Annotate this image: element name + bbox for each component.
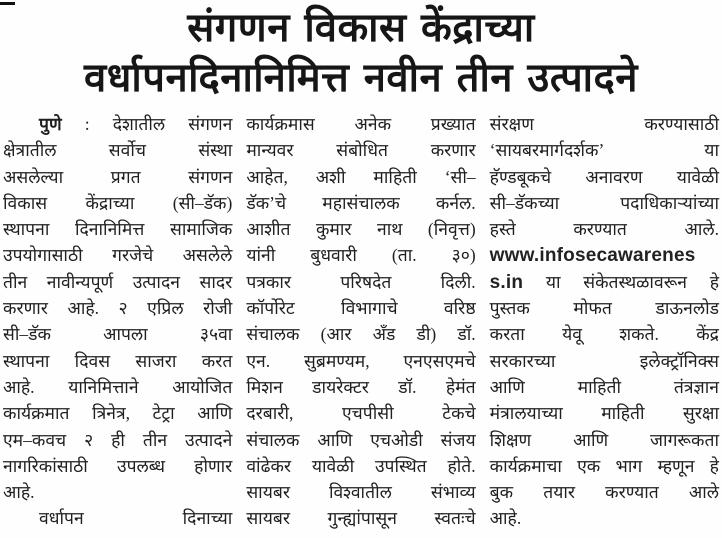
text-segment: सी–डॅकच्या पदाधिकाऱ्यांच्या: [489, 192, 719, 213]
text-line: [246, 269, 475, 295]
text-segment: डॅक’चे महासंचालक कर्नल.: [246, 192, 476, 213]
text-segment: हॅण्डबूकचे अनावरण यावेळी: [489, 166, 719, 187]
text-segment: : देशातील संगणन: [61, 114, 233, 134]
text-segment: आहे.: [489, 508, 522, 529]
url-text-segment: s.in: [489, 271, 524, 293]
text-segment: विकास केंद्राच्या (सी–डॅक): [3, 192, 233, 213]
text-line: [246, 321, 475, 347]
text-line: [246, 137, 475, 163]
text-segment: संचालक आणि एचओडी संजय: [246, 429, 476, 450]
text-segment: आहे. यानिमित्ताने आयोजित: [3, 376, 233, 397]
text-line: [246, 479, 475, 505]
text-segment: आहेत, अशी माहिती ‘सी–: [246, 166, 476, 187]
text-line: [490, 137, 719, 163]
text-line: [490, 400, 719, 426]
text-line: [3, 479, 232, 505]
text-line: [3, 505, 232, 531]
text-line: [490, 111, 719, 137]
text-segment: करणार आहे. २ एप्रिल रोजी: [3, 298, 233, 319]
text-line: [246, 190, 475, 216]
text-segment: पत्रकार परिषदेत दिली.: [246, 271, 476, 292]
text-segment: कॉर्पोरेट विभागाचे वरिष्ठ: [246, 298, 476, 319]
text-line: [246, 164, 475, 190]
text-segment: एम–कवच २ ही तीन उत्पादने: [3, 429, 233, 450]
text-line: [246, 295, 475, 321]
text-line: [490, 321, 719, 347]
text-segment: स्थापना दिवस साजरा करत: [3, 350, 233, 371]
article-headline: [0, 3, 722, 103]
headline-line-2: वर्धापनदिनानिमित्त नवीन तीन उत्पादने: [84, 55, 638, 101]
text-segment: यांनी बुधवारी (ता. ३०): [246, 245, 476, 266]
text-segment: मंत्रालयाच्या माहिती सुरक्षा: [489, 403, 719, 424]
text-segment: या संकेतस्थळावरून हे: [523, 271, 719, 292]
text-line: [3, 137, 232, 163]
text-line: [490, 242, 719, 268]
text-segment: कार्यक्रमात त्रिनेत्र, टेट्रा आणि: [3, 403, 233, 424]
text-line: [3, 164, 232, 190]
text-line: [490, 164, 719, 190]
text-segment: क्षेत्रातील सर्वोच संस्था: [3, 140, 233, 161]
text-line: [3, 453, 232, 479]
text-segment: आशीत कुमार नाथ (निवृत्त): [246, 219, 476, 240]
text-segment: हस्ते करण्यात आले.: [489, 219, 719, 240]
text-segment: पुणे: [39, 114, 62, 134]
text-segment: उपयोगासाठी गरजेचे असलेले: [3, 245, 233, 266]
text-line: [3, 348, 232, 374]
text-line: [490, 427, 719, 453]
text-line: [3, 111, 232, 137]
text-line: [3, 190, 232, 216]
text-line: [246, 348, 475, 374]
text-segment: शिक्षण आणि जागरूकता: [489, 429, 719, 450]
text-segment: पुस्तक मोफत डाऊनलोड: [489, 298, 719, 319]
text-segment: वर्धापन दिनाच्या: [39, 508, 233, 529]
text-line: [246, 427, 475, 453]
text-line: [3, 321, 232, 347]
text-line: [246, 400, 475, 426]
text-segment: कार्यक्रमाचा एक भाग म्हणून हे: [489, 455, 719, 476]
text-segment: नागरिकांसाठी उपलब्ध होणार: [3, 455, 233, 476]
text-segment: एन. सुब्रमण्यम, एनएसएमचे: [246, 350, 476, 371]
text-segment: मिशन डायरेक्टर डॉ. हेमंत: [246, 376, 476, 397]
text-segment: आहे.: [3, 482, 35, 503]
text-segment: संरक्षण करण्यासाठी: [489, 114, 719, 134]
text-segment: स्थापना दिनानिमित्त सामाजिक: [3, 219, 233, 240]
text-line: [490, 479, 719, 505]
text-segment: सायबर विश्वातील संभाव्य: [246, 482, 476, 503]
text-segment: आणि माहिती तंत्रज्ञान: [489, 376, 719, 397]
text-segment: बुक तयार करण्यात आले: [489, 482, 719, 503]
text-line: [246, 111, 475, 137]
text-segment: कार्यक्रमास अनेक प्रख्यात: [246, 114, 476, 134]
text-line: [3, 216, 232, 242]
text-segment: करता येवू शकते. केंद्र: [489, 324, 719, 345]
text-line: [246, 453, 475, 479]
text-segment: असलेल्या प्रगत संगणन: [3, 166, 233, 187]
text-line: [3, 295, 232, 321]
article-column-1: [3, 111, 232, 536]
article-column-3: [490, 111, 719, 536]
text-line: [3, 374, 232, 400]
text-line: [490, 505, 719, 531]
text-line: [246, 242, 475, 268]
text-line: [490, 453, 719, 479]
text-line: [490, 190, 719, 216]
text-line: [3, 427, 232, 453]
article-column-2: [246, 111, 475, 536]
text-line: [490, 374, 719, 400]
text-line: [246, 505, 475, 531]
text-line: [246, 374, 475, 400]
text-line: [3, 269, 232, 295]
text-line: [246, 216, 475, 242]
text-segment: दरबारी, एचपीसी टेकचे: [246, 403, 476, 424]
headline-line-1: संगणन विकास केंद्राच्या: [187, 5, 535, 51]
text-segment: सायबर गुन्ह्यांपासून स्वतःचे: [246, 508, 476, 529]
text-line: [490, 295, 719, 321]
text-line: [490, 269, 719, 295]
text-segment: संचालक (आर अँड डी) डॉ.: [246, 324, 476, 345]
text-segment: ‘सायबरमार्गदर्शक’ या: [489, 140, 719, 161]
text-line: [3, 242, 232, 268]
text-segment: तीन नावीन्यपूर्ण उत्पादन सादर: [3, 271, 233, 292]
text-line: [3, 400, 232, 426]
url-text-segment: www.infosecawarenes: [489, 245, 696, 267]
text-segment: वांढेकर यावेळी उपस्थित होते.: [246, 455, 476, 476]
text-segment: मान्यवर संबोधित करणार: [246, 140, 476, 161]
text-segment: सरकारच्या इलेक्ट्रॉनिक्स: [489, 350, 719, 371]
text-line: [490, 216, 719, 242]
article-body: [3, 111, 719, 536]
text-line: [490, 348, 719, 374]
text-segment: सी–डॅक आपला ३५वा: [3, 324, 233, 345]
